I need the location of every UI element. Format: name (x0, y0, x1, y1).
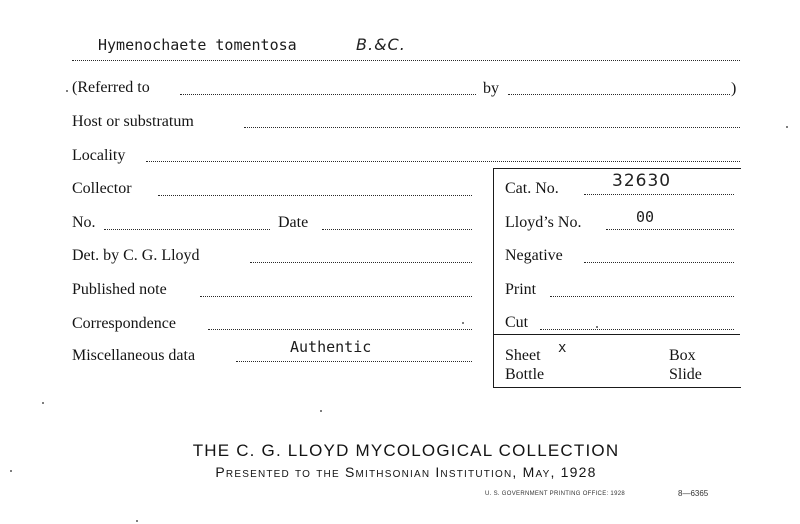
cat-no-label: Cat. No. (505, 180, 559, 197)
scan-speck (10, 470, 12, 472)
misc-line (236, 361, 472, 362)
collection-title: THE C. G. LLOYD MYCOLOGICAL COLLECTION (192, 441, 620, 460)
printer-imprint: U. S. GOVERNMENT PRINTING OFFICE: 1928 (485, 491, 625, 497)
scan-speck (66, 90, 68, 92)
species-author: B.&C. (356, 35, 406, 54)
scan-speck (462, 322, 464, 324)
box-divider (493, 334, 740, 335)
locality-line (146, 161, 740, 162)
by-label: by (483, 80, 499, 97)
date-label: Date (278, 214, 309, 231)
no-line (104, 229, 270, 230)
scan-speck (786, 126, 788, 128)
host-label: Host or substratum (72, 113, 194, 130)
species-line (72, 60, 740, 61)
locality-label: Locality (72, 147, 126, 164)
close-paren: ) (731, 80, 737, 97)
cat-no-value: 32630 (612, 171, 672, 191)
misc-label: Miscellaneous data (72, 347, 196, 364)
published-note-line (200, 296, 472, 297)
published-note-label: Published note (72, 281, 167, 298)
species-name: Hymenochaete tomentosa (98, 36, 297, 54)
cut-line (540, 329, 734, 330)
no-label: No. (72, 214, 96, 231)
negative-line (584, 262, 734, 263)
cut-label: Cut (505, 314, 529, 331)
bottle-label: Bottle (505, 366, 545, 383)
scan-speck (320, 410, 322, 412)
cat-no-line (584, 194, 734, 195)
by-line (508, 94, 730, 95)
misc-value: Authentic (290, 338, 372, 356)
collector-line (158, 195, 472, 196)
negative-label: Negative (505, 247, 563, 264)
date-line (322, 229, 472, 230)
sheet-mark: x (558, 340, 567, 356)
sheet-label: Sheet (505, 347, 541, 364)
scan-speck (42, 402, 44, 404)
form-number: 8—6365 (678, 489, 709, 498)
collection-subtitle: Presented to the Smithsonian Institution, May, 1928 (215, 464, 597, 480)
slide-label: Slide (669, 366, 702, 383)
scan-speck (596, 326, 598, 328)
correspondence-label: Correspondence (72, 315, 176, 332)
lloyds-no-line (606, 229, 734, 230)
scan-speck (136, 520, 138, 522)
print-line (550, 296, 734, 297)
referred-to-line (180, 94, 476, 95)
print-label: Print (505, 281, 537, 298)
collector-label: Collector (72, 180, 132, 197)
referred-to-label: (Referred to (72, 79, 150, 96)
det-by-label: Det. by C. G. Lloyd (72, 247, 200, 264)
box-label: Box (669, 347, 696, 364)
det-by-line (250, 262, 472, 263)
correspondence-line (208, 329, 472, 330)
lloyds-no-value: 00 (636, 208, 655, 226)
host-line (244, 127, 740, 128)
lloyds-no-label: Lloyd’s No. (505, 214, 582, 231)
